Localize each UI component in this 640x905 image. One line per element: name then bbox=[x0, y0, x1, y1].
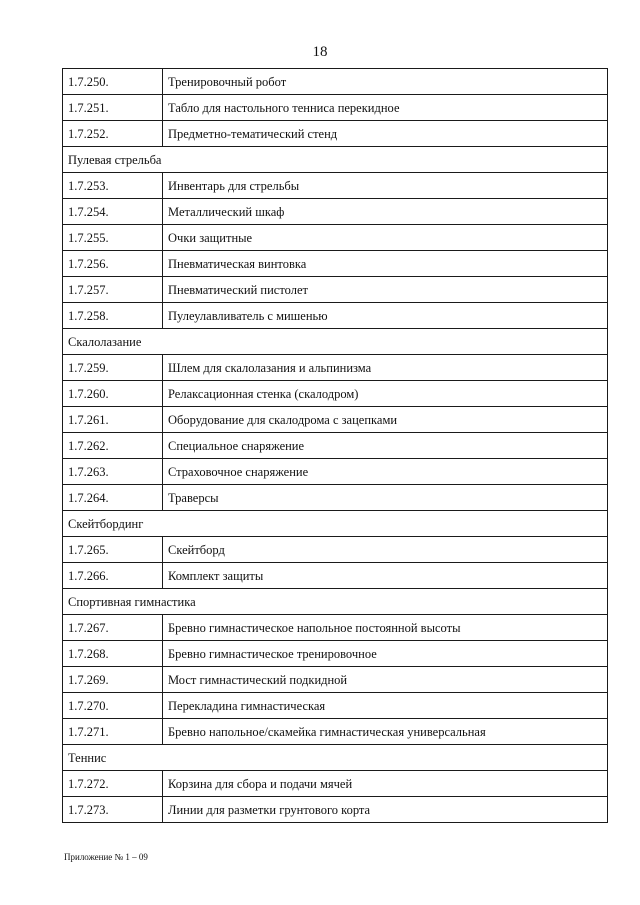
table-row bbox=[63, 121, 608, 147]
item-name: Страховочное снаряжение bbox=[163, 459, 608, 485]
table-row bbox=[63, 95, 608, 121]
item-name: Пневматическая винтовка bbox=[163, 251, 608, 277]
section-title: Спортивная гимнастика bbox=[63, 589, 608, 615]
table-row bbox=[63, 615, 608, 641]
item-name: Специальное снаряжение bbox=[163, 433, 608, 459]
item-number: 1.7.259. bbox=[63, 355, 163, 381]
item-name: Металлический шкаф bbox=[163, 199, 608, 225]
item-number: 1.7.269. bbox=[63, 667, 163, 693]
table-row bbox=[63, 251, 608, 277]
item-number: 1.7.272. bbox=[63, 771, 163, 797]
table-row bbox=[63, 693, 608, 719]
item-name: Бревно напольное/скамейка гимнастическая универсальная bbox=[163, 719, 608, 745]
item-number: 1.7.262. bbox=[63, 433, 163, 459]
section-header-row bbox=[63, 589, 608, 615]
item-name: Комплект защиты bbox=[163, 563, 608, 589]
item-number: 1.7.252. bbox=[63, 121, 163, 147]
table-row bbox=[63, 225, 608, 251]
table-row bbox=[63, 719, 608, 745]
table-row bbox=[63, 641, 608, 667]
table-row bbox=[63, 173, 608, 199]
footer-note: Приложение № 1 – 09 bbox=[64, 852, 148, 862]
equipment-table-body bbox=[63, 69, 608, 823]
table-row bbox=[63, 563, 608, 589]
item-number: 1.7.271. bbox=[63, 719, 163, 745]
table-row bbox=[63, 407, 608, 433]
item-number: 1.7.270. bbox=[63, 693, 163, 719]
item-name: Корзина для сбора и подачи мячей bbox=[163, 771, 608, 797]
table-row bbox=[63, 667, 608, 693]
table-row bbox=[63, 355, 608, 381]
item-number: 1.7.263. bbox=[63, 459, 163, 485]
item-number: 1.7.264. bbox=[63, 485, 163, 511]
item-name: Пулеулавливатель с мишенью bbox=[163, 303, 608, 329]
item-name: Предметно-тематический стенд bbox=[163, 121, 608, 147]
item-number: 1.7.268. bbox=[63, 641, 163, 667]
item-name: Мост гимнастический подкидной bbox=[163, 667, 608, 693]
page-number: 18 bbox=[312, 44, 328, 60]
item-number: 1.7.251. bbox=[63, 95, 163, 121]
section-title: Скалолазание bbox=[63, 329, 608, 355]
table-row bbox=[63, 277, 608, 303]
item-number: 1.7.266. bbox=[63, 563, 163, 589]
item-name: Инвентарь для стрельбы bbox=[163, 173, 608, 199]
item-name: Релаксационная стенка (скалодром) bbox=[163, 381, 608, 407]
item-number: 1.7.273. bbox=[63, 797, 163, 823]
table-row bbox=[63, 381, 608, 407]
item-name: Бревно гимнастическое напольное постоянной высоты bbox=[163, 615, 608, 641]
item-name: Бревно гимнастическое тренировочное bbox=[163, 641, 608, 667]
section-header-row bbox=[63, 745, 608, 771]
table-row bbox=[63, 771, 608, 797]
table-row bbox=[63, 797, 608, 823]
item-number: 1.7.261. bbox=[63, 407, 163, 433]
section-title: Теннис bbox=[63, 745, 608, 771]
item-number: 1.7.260. bbox=[63, 381, 163, 407]
item-name: Скейтборд bbox=[163, 537, 608, 563]
table-row bbox=[63, 433, 608, 459]
item-number: 1.7.254. bbox=[63, 199, 163, 225]
section-header-row bbox=[63, 329, 608, 355]
item-number: 1.7.250. bbox=[63, 69, 163, 95]
item-name: Шлем для скалолазания и альпинизма bbox=[163, 355, 608, 381]
section-header-row bbox=[63, 511, 608, 537]
item-name: Пневматический пистолет bbox=[163, 277, 608, 303]
equipment-table bbox=[62, 68, 608, 823]
item-name: Очки защитные bbox=[163, 225, 608, 251]
item-name: Перекладина гимнастическая bbox=[163, 693, 608, 719]
section-title: Скейтбординг bbox=[63, 511, 608, 537]
item-name: Тренировочный робот bbox=[163, 69, 608, 95]
table-row bbox=[63, 485, 608, 511]
table-row bbox=[63, 459, 608, 485]
section-title: Пулевая стрельба bbox=[63, 147, 608, 173]
item-name: Табло для настольного тенниса перекидное bbox=[163, 95, 608, 121]
item-number: 1.7.253. bbox=[63, 173, 163, 199]
item-name: Траверсы bbox=[163, 485, 608, 511]
item-name: Линии для разметки грунтового корта bbox=[163, 797, 608, 823]
item-number: 1.7.256. bbox=[63, 251, 163, 277]
item-number: 1.7.255. bbox=[63, 225, 163, 251]
item-number: 1.7.257. bbox=[63, 277, 163, 303]
item-number: 1.7.267. bbox=[63, 615, 163, 641]
item-number: 1.7.265. bbox=[63, 537, 163, 563]
section-header-row bbox=[63, 147, 608, 173]
item-number: 1.7.258. bbox=[63, 303, 163, 329]
table-row bbox=[63, 303, 608, 329]
table-row bbox=[63, 199, 608, 225]
table-row bbox=[63, 69, 608, 95]
table-row bbox=[63, 537, 608, 563]
item-name: Оборудование для скалодрома с зацепками bbox=[163, 407, 608, 433]
